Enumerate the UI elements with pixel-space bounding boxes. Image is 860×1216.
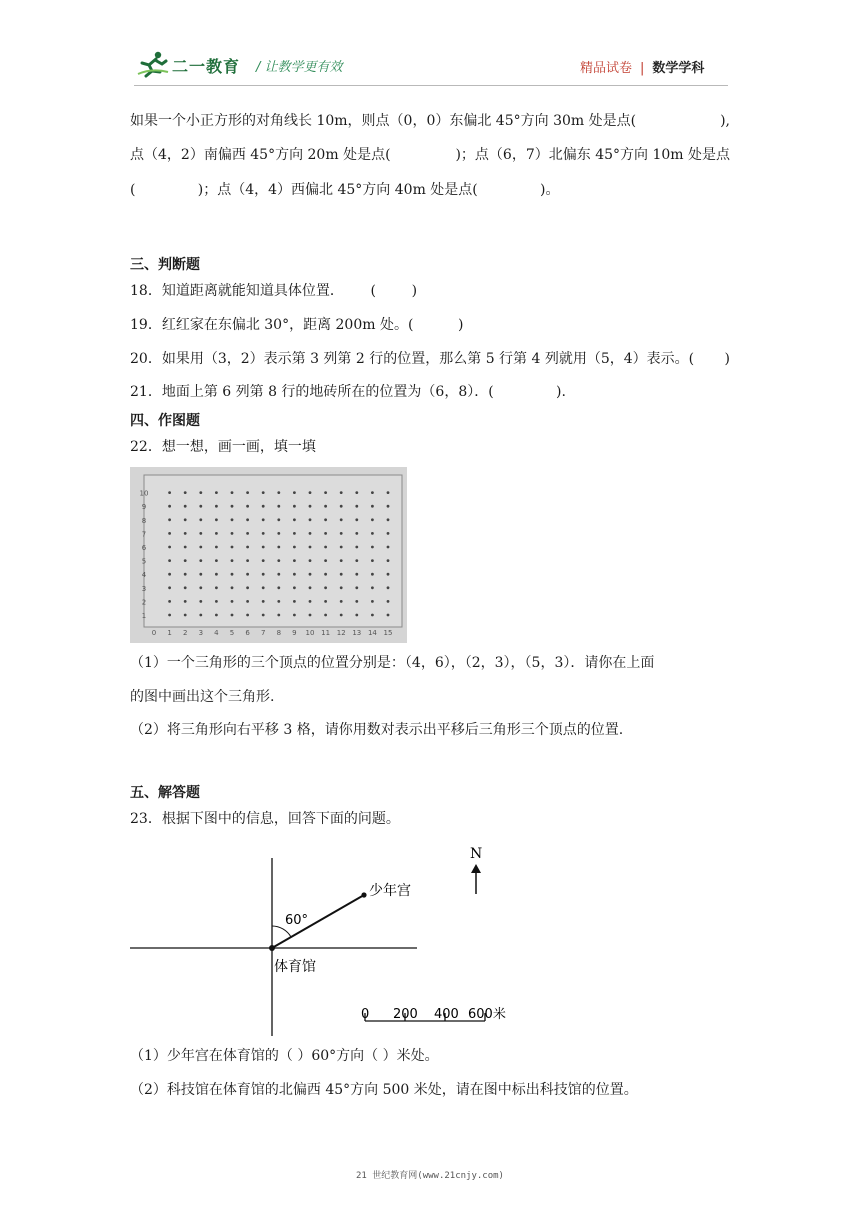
- angle-label: 60°: [285, 913, 309, 928]
- grid-dot: [293, 491, 296, 494]
- grid-x-label: 2: [182, 629, 188, 637]
- grid-dot: [371, 518, 374, 521]
- grid-dot: [387, 505, 390, 508]
- palace-label: 少年宫: [369, 883, 411, 899]
- grid-dot: [215, 600, 218, 603]
- grid-dot: [324, 559, 327, 562]
- grid-dot: [387, 586, 390, 589]
- fill-line-1: [130, 111, 730, 131]
- grid-dot: [293, 546, 296, 549]
- grid-dot: [246, 614, 249, 617]
- grid-dot: [293, 505, 296, 508]
- subject-label: 数学学科: [652, 61, 705, 76]
- grid-dot: [277, 491, 280, 494]
- dot-grid-figure: [130, 467, 407, 643]
- grid-dot: [371, 491, 374, 494]
- grid-dot: [168, 573, 171, 576]
- grid-dot: [199, 600, 202, 603]
- grid-dot: [215, 559, 218, 562]
- grid-dot: [262, 573, 265, 576]
- scale-label-400: 400: [434, 1007, 459, 1022]
- grid-dot: [309, 491, 312, 494]
- grid-dot: [387, 600, 390, 603]
- grid-x-label: 7: [260, 629, 266, 637]
- grid-dot: [277, 505, 280, 508]
- direction-diagram: [125, 840, 525, 1040]
- grid-dot: [215, 586, 218, 589]
- grid-dot: [231, 505, 234, 508]
- slogan: / 让教学更有效: [256, 60, 343, 75]
- grid-y-label: 4: [141, 571, 147, 580]
- grid-dot: [246, 505, 249, 508]
- grid-dot: [231, 518, 234, 521]
- grid-dot: [340, 505, 343, 508]
- grid-dot: [262, 546, 265, 549]
- grid-x-label: 0: [151, 629, 157, 637]
- header-right: [580, 57, 704, 76]
- scale-label-600: 600米: [468, 1007, 506, 1022]
- grid-x-label: 9: [292, 629, 297, 637]
- grid-dot: [371, 600, 374, 603]
- grid-dot: [231, 600, 234, 603]
- question-19: 19．红红家在东偏北 30°，距离 200m 处。( ): [130, 317, 464, 333]
- grid-dot: [387, 532, 390, 535]
- grid-dot: [309, 600, 312, 603]
- grid-dot: [355, 614, 358, 617]
- grid-dot: [184, 546, 187, 549]
- question-23-part2: （2）科技馆在体育馆的北偏西 45°方向 500 米处，请在图中标出科技馆的位置。: [130, 1082, 638, 1098]
- question-23-part1: （1）少年宫在体育馆的（ ）60°方向（ ）米处。: [130, 1048, 439, 1064]
- grid-dot: [262, 586, 265, 589]
- grid-dot: [355, 559, 358, 562]
- grid-dot: [355, 505, 358, 508]
- grid-dot: [262, 532, 265, 535]
- grid-dot: [215, 518, 218, 521]
- grid-dot: [262, 505, 265, 508]
- runner-logo-icon: [136, 50, 170, 78]
- grid-y-label: 2: [141, 598, 147, 607]
- grid-dot: [340, 573, 343, 576]
- grid-dot: [168, 546, 171, 549]
- grid-dot: [262, 559, 265, 562]
- grid-dot: [371, 532, 374, 535]
- grid-dot: [246, 518, 249, 521]
- grid-dot: [262, 518, 265, 521]
- grid-dot: [355, 600, 358, 603]
- grid-dot: [371, 586, 374, 589]
- grid-dot: [184, 586, 187, 589]
- grid-dot: [246, 491, 249, 494]
- grid-dot: [262, 614, 265, 617]
- grid-dot: [387, 573, 390, 576]
- grid-dot: [293, 573, 296, 576]
- grid-dot: [293, 600, 296, 603]
- north-arrow-icon: [471, 864, 481, 873]
- question-18: 18．知道距离就能知道具体位置． ( ): [130, 283, 418, 299]
- section-5-heading: 五、解答题: [130, 785, 200, 801]
- question-22: 22．想一想，画一画，填一填: [130, 439, 316, 455]
- grid-dot: [246, 573, 249, 576]
- grid-x-label: 6: [245, 629, 250, 637]
- grid-dot: [324, 546, 327, 549]
- grid-dot: [231, 573, 234, 576]
- grid-dot: [387, 614, 390, 617]
- grid-y-label: 6: [141, 544, 147, 552]
- fill-line-2-text: 点（4，2）南偏西 45°方向 20m 处是点(: [130, 147, 391, 163]
- grid-dot: [324, 600, 327, 603]
- grid-dot: [215, 614, 218, 617]
- grid-dot: [340, 614, 343, 617]
- grid-dot: [199, 614, 202, 617]
- grid-dot: [277, 573, 280, 576]
- north-label: N: [470, 846, 483, 862]
- site-logo: [136, 50, 242, 80]
- grid-dot: [355, 586, 358, 589]
- grid-dot: [246, 559, 249, 562]
- palace-point: [361, 892, 366, 897]
- grid-dot: [324, 491, 327, 494]
- grid-dot: [277, 559, 280, 562]
- grid-dot: [277, 614, 280, 617]
- grid-x-label: 15: [383, 629, 393, 637]
- page-footer: 21 世纪教育网(www.21cnjy.com): [356, 1171, 504, 1181]
- section-3-heading: 三、判断题: [130, 257, 200, 273]
- grid-dot: [168, 505, 171, 508]
- grid-dot: [340, 586, 343, 589]
- grid-dot: [309, 505, 312, 508]
- question-20-text: 20．如果用（3，2）表示第 3 列第 2 行的位置，那么第 5 行第 4 列就用（5，4）表示。(: [130, 351, 695, 367]
- grid-dot: [199, 573, 202, 576]
- grid-dot: [215, 573, 218, 576]
- question-20: [130, 349, 730, 369]
- grid-dot: [277, 600, 280, 603]
- grid-dot: [199, 586, 202, 589]
- grid-dot: [355, 573, 358, 576]
- grid-dot: [184, 491, 187, 494]
- grid-dot: [309, 532, 312, 535]
- grid-dot: [371, 546, 374, 549]
- grid-dot: [324, 614, 327, 617]
- grid-dot: [262, 491, 265, 494]
- grid-dot: [355, 532, 358, 535]
- grid-dot: [293, 586, 296, 589]
- header-separator: |: [640, 61, 645, 76]
- grid-dot: [277, 518, 280, 521]
- grid-dot: [309, 586, 312, 589]
- grid-dot: [246, 586, 249, 589]
- grid-x-label: 3: [198, 629, 204, 637]
- grid-y-label: 8: [141, 516, 147, 525]
- fill-line-3: ( )；点（4，4）西偏北 45°方向 40m 处是点( )。: [130, 182, 560, 198]
- grid-x-label: 10: [305, 629, 315, 637]
- quality-label: 精品试卷: [580, 61, 633, 76]
- grid-dot: [371, 573, 374, 576]
- grid-x-label: 5: [229, 629, 235, 637]
- grid-dot: [387, 559, 390, 562]
- grid-dot: [340, 491, 343, 494]
- grid-y-label: 3: [141, 584, 147, 593]
- fill-line-2-end: )；点（6，7）北偏东 45°方向 10m 处是点: [455, 147, 730, 163]
- grid-y-label: 9: [141, 503, 147, 512]
- fill-line-1-text: 如果一个小正方形的对角线长 10m，则点（0，0）东偏北 45°方向 30m 处是点(: [130, 113, 637, 129]
- grid-dot: [371, 614, 374, 617]
- grid-dot: [199, 546, 202, 549]
- grid-dot: [168, 532, 171, 535]
- grid-dot: [215, 505, 218, 508]
- grid-dot: [231, 491, 234, 494]
- grid-dot: [309, 573, 312, 576]
- scale-label-200: 200: [393, 1007, 418, 1022]
- grid-dot: [231, 614, 234, 617]
- grid-dot: [293, 559, 296, 562]
- grid-dot: [309, 518, 312, 521]
- grid-dot: [246, 532, 249, 535]
- grid-dot: [184, 614, 187, 617]
- grid-dot: [199, 559, 202, 562]
- question-23: 23．根据下图中的信息，回答下面的问题。: [130, 811, 400, 827]
- grid-x-label: 1: [167, 629, 172, 637]
- grid-dot: [184, 559, 187, 562]
- fill-line-1-end: ),: [720, 113, 730, 129]
- grid-x-label: 13: [352, 629, 362, 637]
- question-22-part2: （2）将三角形向右平移 3 格，请你用数对表示出平移后三角形三个顶点的位置.: [130, 722, 624, 738]
- grid-dot: [168, 559, 171, 562]
- grid-dot: [340, 559, 343, 562]
- grid-y-label: 10: [139, 489, 149, 498]
- grid-dot: [168, 600, 171, 603]
- fill-line-2: [130, 145, 730, 165]
- gym-point: [269, 945, 275, 951]
- grid-dot: [184, 518, 187, 521]
- section-4-heading: 四、作图题: [130, 413, 200, 429]
- grid-dot: [262, 600, 265, 603]
- grid-x-label: 12: [336, 629, 346, 637]
- grid-dot: [387, 546, 390, 549]
- grid-dot: [371, 559, 374, 562]
- logo-text: 二一教育: [172, 57, 241, 76]
- grid-dot: [277, 532, 280, 535]
- grid-dot: [324, 518, 327, 521]
- grid-dot: [324, 586, 327, 589]
- grid-y-label: 1: [141, 612, 147, 620]
- question-20-end: ): [724, 351, 730, 367]
- grid-dot: [231, 586, 234, 589]
- grid-dot: [231, 546, 234, 549]
- grid-dot: [371, 505, 374, 508]
- question-22-part1-line1: （1）一个三角形的三个顶点的位置分别是：（4，6），（2，3），（5，3）．请你在上面: [130, 655, 655, 671]
- grid-dot: [199, 491, 202, 494]
- grid-dot: [387, 518, 390, 521]
- grid-dot: [387, 491, 390, 494]
- grid-x-label: 8: [276, 629, 282, 637]
- grid-dot: [355, 491, 358, 494]
- grid-dot: [168, 586, 171, 589]
- grid-y-label: 5: [141, 557, 147, 566]
- grid-dot: [340, 532, 343, 535]
- grid-border: [141, 475, 402, 627]
- grid-dot: [215, 546, 218, 549]
- grid-dot: [184, 505, 187, 508]
- grid-dot: [231, 559, 234, 562]
- gym-label: 体育馆: [274, 959, 316, 975]
- grid-dot: [184, 573, 187, 576]
- grid-x-label: 4: [214, 629, 219, 637]
- grid-dot: [231, 532, 234, 535]
- grid-x-label: 11: [321, 629, 331, 637]
- grid-dot: [293, 518, 296, 521]
- grid-dot: [246, 546, 249, 549]
- grid-dot: [355, 546, 358, 549]
- grid-dot: [324, 532, 327, 535]
- grid-dot: [199, 532, 202, 535]
- grid-dot: [277, 546, 280, 549]
- grid-dot: [340, 518, 343, 521]
- grid-x-label: 14: [367, 629, 377, 637]
- grid-dot: [199, 505, 202, 508]
- question-21: 21．地面上第 6 列第 8 行的地砖所在的位置为（6，8）．( ).: [130, 384, 566, 400]
- grid-dot: [168, 614, 171, 617]
- grid-dot: [246, 600, 249, 603]
- grid-dot: [215, 491, 218, 494]
- grid-dot: [277, 586, 280, 589]
- grid-dot: [184, 600, 187, 603]
- grid-dot: [340, 600, 343, 603]
- grid-dot: [199, 518, 202, 521]
- grid-dot: [168, 491, 171, 494]
- grid-dot: [355, 518, 358, 521]
- grid-dot: [309, 546, 312, 549]
- dot-grid-svg: [130, 467, 407, 643]
- question-22-part1-line2: 的图中画出这个三角形.: [130, 689, 275, 705]
- grid-dot: [309, 614, 312, 617]
- grid-dot: [293, 614, 296, 617]
- scale-label-0: 0: [361, 1007, 370, 1022]
- grid-dot: [324, 573, 327, 576]
- grid-dot: [324, 505, 327, 508]
- grid-dot: [340, 546, 343, 549]
- grid-dot: [309, 559, 312, 562]
- grid-dot: [184, 532, 187, 535]
- header-divider: [134, 85, 728, 86]
- grid-dot: [215, 532, 218, 535]
- grid-dot: [293, 532, 296, 535]
- grid-y-label: 7: [141, 530, 147, 539]
- grid-dot: [168, 518, 171, 521]
